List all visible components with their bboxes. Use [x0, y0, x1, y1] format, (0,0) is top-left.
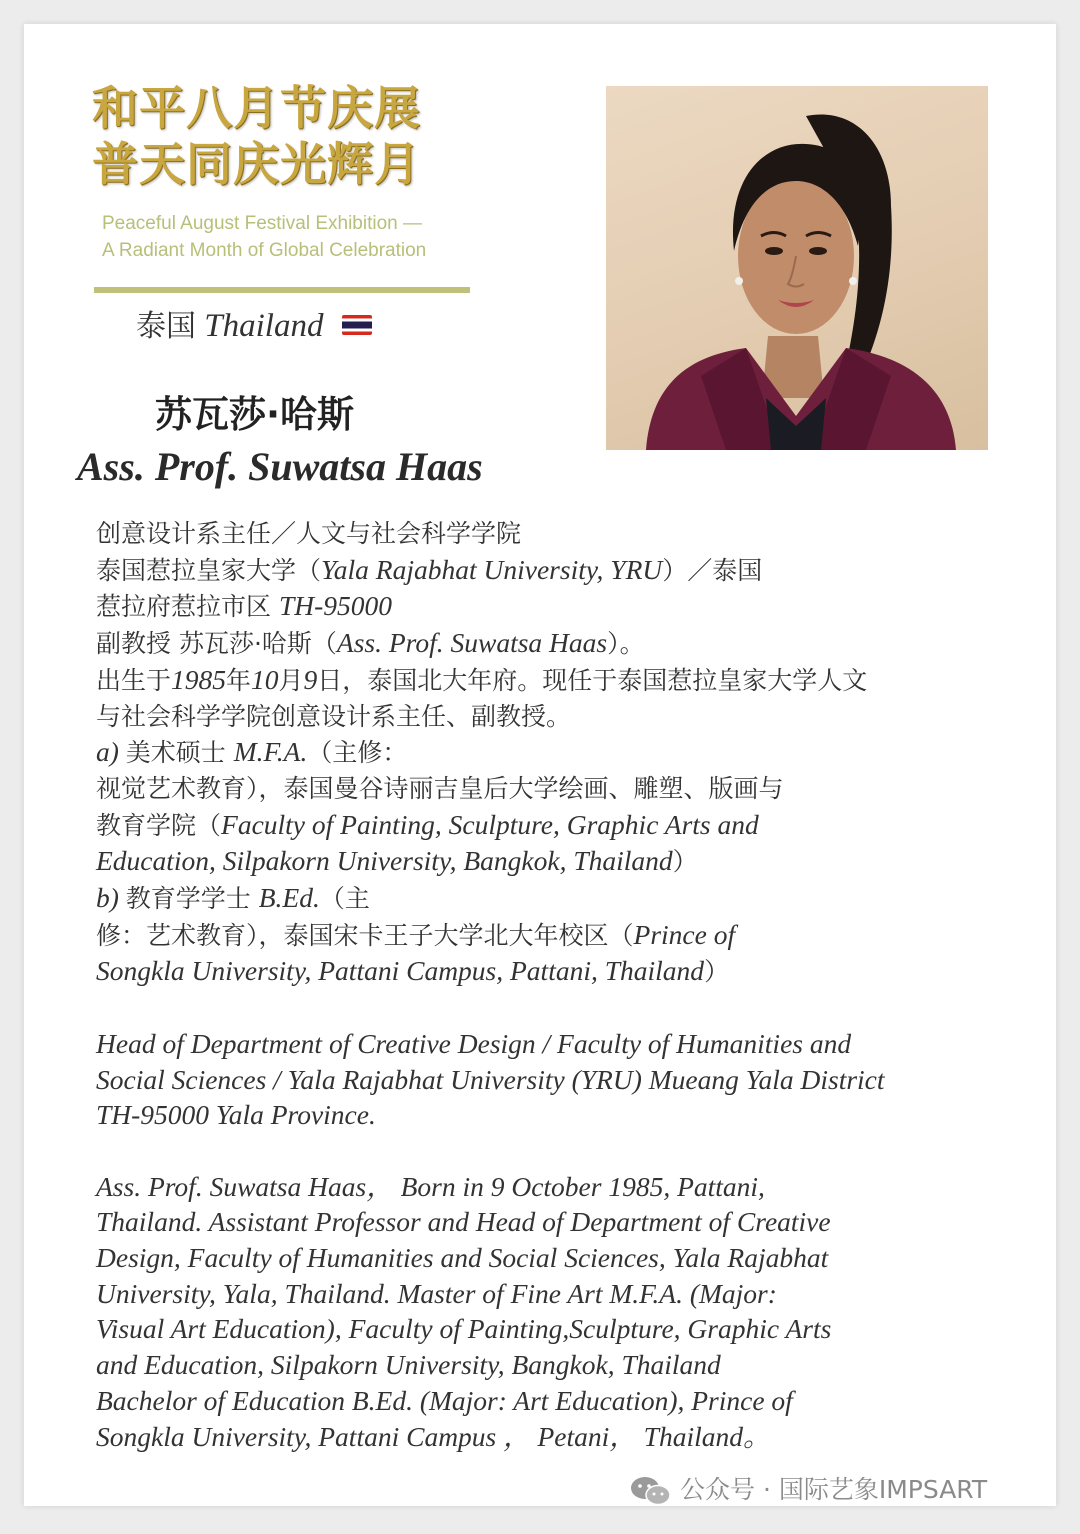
paragraph-gap: [96, 1133, 1016, 1169]
bio-cn-line: Songkla University, Pattani Campus, Pattani, Thailand）: [96, 955, 730, 987]
bio-cn-line: 副教授 苏瓦莎·哈斯（Ass. Prof. Suwatsa Haas）。: [96, 627, 645, 659]
bio-cn-line: 惹拉府惹拉市区 TH-95000: [96, 590, 393, 622]
bio-en-detail-line: Bachelor of Education B.Ed. (Major: Art Education), Prince of: [96, 1384, 793, 1416]
watermark: [630, 1472, 987, 1508]
bio-cn-line: Education, Silpakorn University, Bangkok, Thailand）: [96, 845, 698, 877]
bio-cn-line: b) 教育学学士 B.Ed.（主: [96, 882, 370, 914]
bio-cn-line: 与社会科学学院创意设计系主任、副教授。: [96, 701, 572, 731]
bio-cn-line: 视觉艺术教育），泰国曼谷诗丽吉皇后大学绘画、雕塑、版画与: [96, 773, 784, 803]
bio-en-detail-line: Thailand. Assistant Professor and Head of Department of Creative: [96, 1206, 831, 1238]
bio-en-position-line: Social Sciences / Yala Rajabhat University (YRU) Mueang Yala District: [96, 1063, 885, 1095]
bio-en-position-line: Head of Department of Creative Design / Faculty of Humanities and: [96, 1027, 852, 1059]
title-cn-line-1: 和平八月节庆展: [92, 81, 421, 135]
biography: [96, 516, 1016, 1454]
country-cn: 泰国: [136, 309, 196, 344]
country-en: Thailand: [204, 308, 324, 344]
title-cn-line-2: 普天同庆光辉月: [92, 137, 421, 191]
exhibition-title-en: [102, 210, 482, 264]
artist-name-en: Ass. Prof. Suwatsa Haas: [77, 444, 483, 489]
title-en-line-1: Peaceful August Festival Exhibition —: [102, 213, 423, 234]
bio-en-detail-line: Design, Faculty of Humanities and Social Sciences, Yala Rajabhat: [96, 1242, 829, 1274]
bio-cn-line: 出生于1985年10月9日，泰国北大年府。现任于泰国惹拉皇家大学人文: [96, 663, 868, 695]
wechat-icon: [630, 1475, 672, 1507]
bio-en-detail-line: Visual Art Education), Faculty of Painting,Sculpture, Graphic Arts: [96, 1313, 832, 1345]
bio-en-detail-line: Songkla University, Pattani Campus ， Petani， Thailand。: [96, 1420, 771, 1452]
title-en-line-2: A Radiant Month of Global Celebration: [102, 240, 427, 261]
bio-cn-line: 修：艺术教育），泰国宋卡王子大学北大年校区（Prince of: [96, 918, 736, 950]
paragraph-gap: [96, 990, 1016, 1026]
bio-cn-line: 教育学院（Faculty of Painting, Sculpture, Graphic Arts and: [96, 808, 759, 840]
bio-en-detail-line: University, Yala, Thailand. Master of Fine Art M.F.A. (Major:: [96, 1277, 777, 1309]
artist-portrait: [606, 86, 988, 450]
exhibition-title-cn: [92, 80, 472, 192]
bio-cn-line: 泰国惹拉皇家大学（Yala Rajabhat University, YRU）／泰国: [96, 553, 763, 585]
watermark-text: 公众号 · 国际艺象IMPSART: [680, 1475, 988, 1504]
bio-en-detail-line: Ass. Prof. Suwatsa Haas， Born in 9 October 1985, Pattani,: [96, 1170, 765, 1202]
thailand-flag-icon: [342, 315, 372, 335]
bio-cn-line: 创意设计系主任／人文与社会科学学院: [96, 519, 522, 548]
title-divider: [94, 287, 470, 293]
bio-cn-line: a) 美术硕士 M.F.A.（主修：: [96, 736, 408, 768]
bio-en-position-line: TH-95000 Yala Province.: [96, 1099, 376, 1131]
country-label: [136, 304, 372, 349]
artist-name-cn: 苏瓦莎·哈斯: [155, 393, 355, 436]
bio-en-detail-line: and Education, Silpakorn University, Bangkok, Thailand: [96, 1349, 721, 1381]
